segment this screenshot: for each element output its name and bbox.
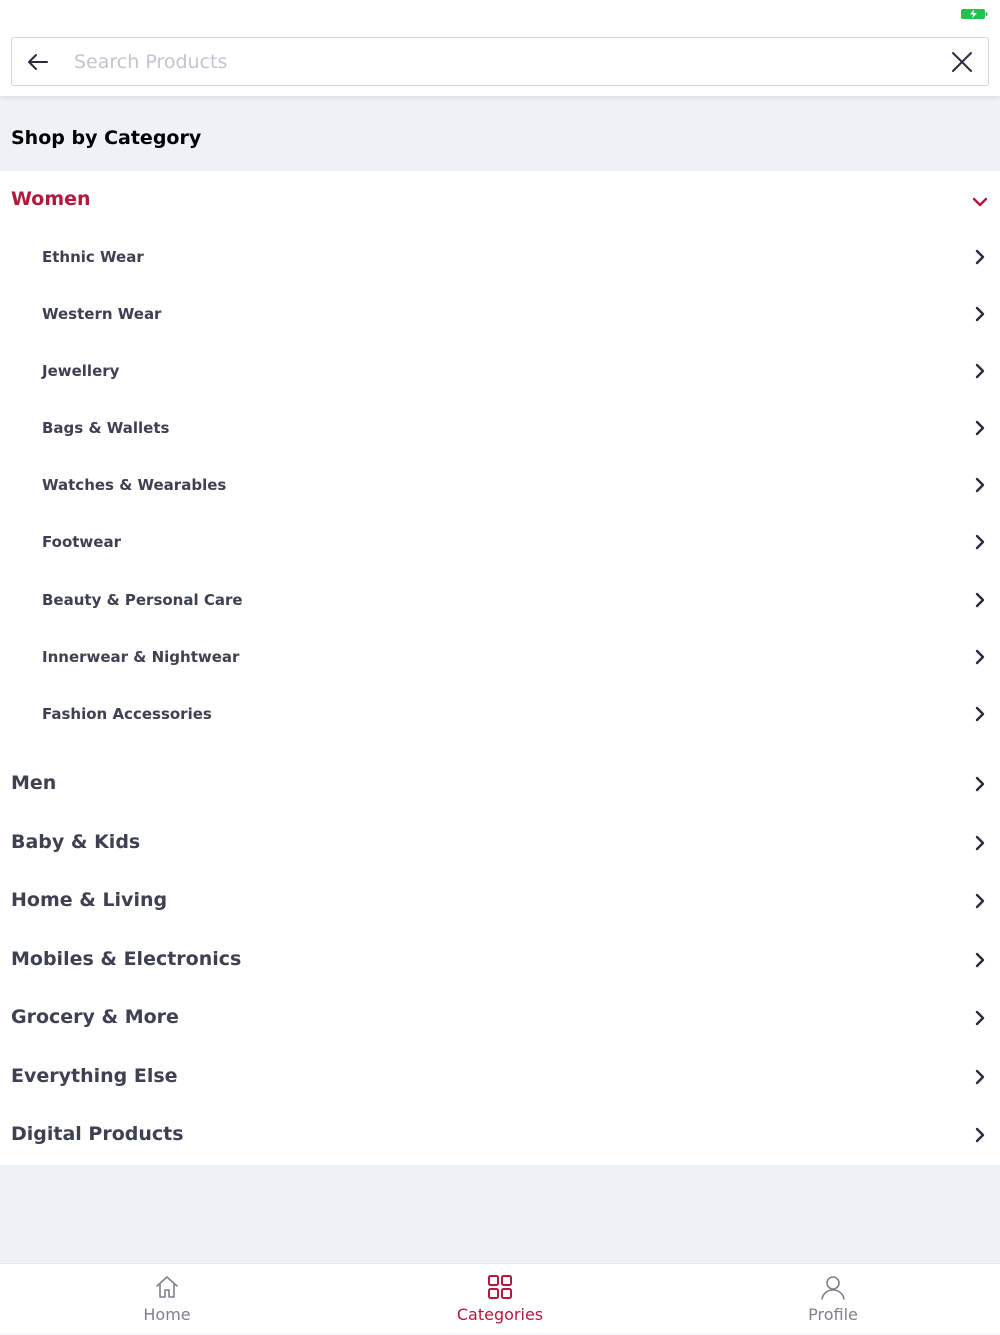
chevron-right-icon xyxy=(974,420,986,436)
chevron-right-icon xyxy=(974,893,986,909)
chevron-right-icon xyxy=(974,1010,986,1026)
chevron-right-icon xyxy=(974,776,986,792)
chevron-right-icon xyxy=(974,363,986,379)
subcategory-fashion-accessories[interactable] xyxy=(0,705,1000,729)
nav-profile-label: Profile xyxy=(808,1305,858,1324)
category-digital-products[interactable] xyxy=(0,1123,1000,1153)
category-mobiles-electronics[interactable] xyxy=(0,948,1000,978)
chevron-right-icon xyxy=(974,952,986,968)
chevron-right-icon xyxy=(974,306,986,322)
subcategory-label: Footwear xyxy=(42,533,121,551)
chevron-right-icon xyxy=(974,649,986,665)
nav-categories-label: Categories xyxy=(456,1305,544,1324)
category-men[interactable] xyxy=(0,772,1000,802)
bottom-nav xyxy=(0,1263,1000,1334)
category-grocery-more[interactable] xyxy=(0,1006,1000,1036)
category-women[interactable] xyxy=(0,188,1000,218)
search-header xyxy=(0,28,1000,96)
subcategory-jewellery[interactable] xyxy=(0,362,1000,386)
subcategory-watches-wearables[interactable] xyxy=(0,476,1000,500)
subcategory-label: Fashion Accessories xyxy=(42,705,212,723)
section-title: Shop by Category xyxy=(11,127,202,149)
category-baby-kids[interactable] xyxy=(0,831,1000,861)
chevron-right-icon xyxy=(974,534,986,550)
category-everything-else[interactable] xyxy=(0,1065,1000,1095)
subcategory-label: Jewellery xyxy=(42,362,120,380)
battery-charging-icon xyxy=(961,8,988,20)
category-label: Digital Products xyxy=(11,1123,184,1145)
subcategory-label: Innerwear & Nightwear xyxy=(42,648,240,666)
category-label: Grocery & More xyxy=(11,1006,179,1028)
subcategory-ethnic-wear[interactable] xyxy=(0,248,1000,272)
subcategory-western-wear[interactable] xyxy=(0,305,1000,329)
back-arrow-icon[interactable] xyxy=(26,50,50,74)
nav-categories[interactable] xyxy=(420,1264,580,1335)
chevron-down-icon xyxy=(972,196,988,208)
chevron-right-icon xyxy=(974,706,986,722)
category-label: Everything Else xyxy=(11,1065,178,1087)
chevron-right-icon xyxy=(974,592,986,608)
chevron-right-icon xyxy=(974,835,986,851)
category-home-living[interactable] xyxy=(0,889,1000,919)
chevron-right-icon xyxy=(974,1069,986,1085)
nav-home[interactable] xyxy=(87,1264,247,1335)
chevron-right-icon xyxy=(974,477,986,493)
chevron-right-icon xyxy=(974,1127,986,1143)
subcategory-footwear[interactable] xyxy=(0,533,1000,557)
subcategory-bags-wallets[interactable] xyxy=(0,419,1000,443)
subcategory-beauty-personal-care[interactable] xyxy=(0,591,1000,615)
category-label: Home & Living xyxy=(11,889,168,911)
subcategory-label: Ethnic Wear xyxy=(42,248,144,266)
subcategory-innerwear-nightwear[interactable] xyxy=(0,648,1000,672)
category-label: Mobiles & Electronics xyxy=(11,948,242,970)
close-icon[interactable] xyxy=(950,50,974,74)
nav-home-label: Home xyxy=(143,1305,191,1324)
home-icon xyxy=(154,1274,180,1300)
category-label: Baby & Kids xyxy=(11,831,141,853)
subcategory-label: Bags & Wallets xyxy=(42,419,170,437)
nav-profile[interactable] xyxy=(753,1264,913,1335)
subcategory-label: Western Wear xyxy=(42,305,162,323)
category-label: Women xyxy=(11,188,91,210)
subcategory-label: Beauty & Personal Care xyxy=(42,591,243,609)
category-label: Men xyxy=(11,772,57,794)
status-bar xyxy=(0,0,1000,28)
category-list xyxy=(0,171,1000,1165)
subcategory-label: Watches & Wearables xyxy=(42,476,227,494)
chevron-right-icon xyxy=(974,249,986,265)
grid-icon xyxy=(487,1274,513,1300)
user-icon xyxy=(820,1274,846,1300)
search-input[interactable] xyxy=(74,46,914,78)
search-bar xyxy=(11,37,989,86)
